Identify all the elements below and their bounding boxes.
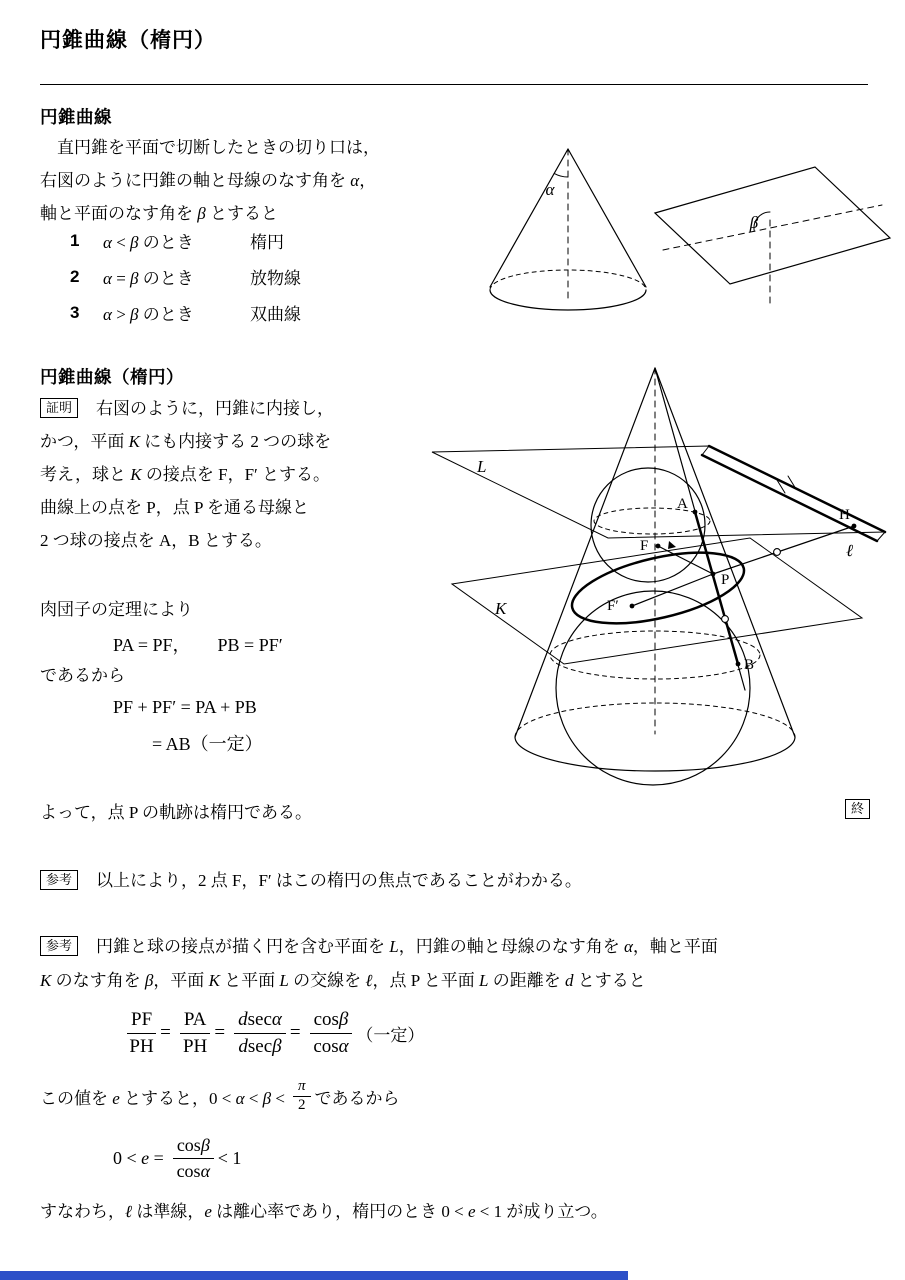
reference2-line2: K のなす角を β，平面 K と平面 L の交線を ℓ，点 P と平面 L の距離を d とすると bbox=[40, 971, 646, 990]
mark-near-F bbox=[668, 541, 676, 549]
cone-left-edge bbox=[515, 368, 655, 737]
eccentricity-bound-equation bbox=[113, 1130, 245, 1186]
equation-ab-const: = AB（一定） bbox=[152, 734, 263, 754]
section1-line2: 右図のように円錐の軸と母線のなす角を α， bbox=[40, 171, 377, 190]
case-result: 楕円 bbox=[250, 233, 284, 252]
equals-sign: = bbox=[160, 1022, 171, 1043]
plane-L-slab-bottom bbox=[702, 455, 877, 541]
label-H: H bbox=[839, 507, 850, 523]
section1-line3: 軸と平面のなす角を β とすると bbox=[40, 204, 278, 223]
segment-PF-prime bbox=[632, 574, 713, 606]
plane-outline bbox=[655, 167, 890, 284]
formula-focal-ratio bbox=[122, 1002, 428, 1064]
cone-base-front bbox=[515, 737, 795, 771]
proof-line4: 曲線上の点を P，点 P を通る母線と bbox=[40, 498, 310, 517]
theorem-line: 肉団子の定理により bbox=[40, 600, 193, 619]
equals-sign: = bbox=[289, 1022, 301, 1043]
upper-tangent-circle bbox=[594, 508, 710, 534]
label-A: A bbox=[677, 496, 688, 512]
section-ellipse bbox=[566, 539, 751, 637]
eq3-pre: 0 < e = bbox=[113, 1147, 164, 1168]
eq3-post: < 1 bbox=[217, 1147, 242, 1168]
mark-on-PH bbox=[774, 549, 781, 556]
label-L: L bbox=[477, 457, 487, 476]
point-P bbox=[711, 572, 716, 577]
case-condition: α > β のとき bbox=[103, 305, 194, 324]
eccentricity-definition-line bbox=[40, 1072, 404, 1120]
equation-sum: PF + PF′ = PA + PB bbox=[113, 697, 257, 717]
fraction-cos: $\frac{\cos\beta}{\cos\alpha}$ bbox=[310, 1009, 353, 1058]
reference1-tag: 参考 bbox=[40, 870, 78, 890]
case-item-parabola bbox=[70, 267, 490, 293]
label-B: B bbox=[744, 657, 755, 673]
label-F-prime: F′ bbox=[607, 598, 619, 614]
label-ell: ℓ bbox=[846, 541, 854, 560]
plane-mid-line bbox=[663, 205, 882, 250]
alpha-label: α bbox=[545, 180, 555, 199]
case-condition: α < β のとき bbox=[103, 233, 194, 252]
case-condition: α = β のとき bbox=[103, 269, 194, 288]
label-F: F bbox=[640, 538, 649, 554]
mark-on-PB bbox=[722, 616, 729, 623]
proof-line3: 考え，球と K の接点を F，F′ とする。 bbox=[40, 465, 331, 484]
alpha-angle-arc bbox=[554, 173, 568, 177]
equation-pa-pf: PA = PF， PB = PF′ bbox=[113, 635, 283, 655]
proof-line2: かつ，平面 K にも内接する 2 つの球を bbox=[40, 432, 332, 451]
proof-line5: 2 つ球の接点を A，B とする。 bbox=[40, 531, 272, 550]
fraction-pi-over-2: $\frac{\pi}{2}$ bbox=[293, 1079, 311, 1114]
reference2-tag: 参考 bbox=[40, 936, 78, 956]
fraction-PF-PH: $\frac{PF}{PH}$ bbox=[127, 1009, 156, 1058]
point-B bbox=[736, 662, 741, 667]
segment-PH bbox=[713, 526, 854, 574]
cutting-plane-diagram bbox=[635, 158, 895, 308]
proof-tag: 証明 bbox=[40, 398, 78, 418]
label-P: P bbox=[721, 572, 730, 588]
section1-heading: 円錐曲線 bbox=[40, 107, 112, 127]
point-A bbox=[693, 510, 698, 515]
label-K: K bbox=[495, 599, 507, 618]
case-item-hyperbola bbox=[70, 303, 490, 329]
slab-cap-right bbox=[877, 532, 885, 541]
plane-L-slab-top bbox=[709, 446, 885, 532]
cone-left-edge bbox=[490, 149, 568, 287]
point-F-prime bbox=[630, 604, 635, 609]
plane-L-outline bbox=[432, 446, 885, 538]
e-line-pre: この値を e とすると，0 < α < β < bbox=[40, 1088, 285, 1108]
case-number: 2 bbox=[70, 267, 80, 286]
section1-line1: 直円錐を平面で切断したときの切り口は， bbox=[40, 138, 380, 157]
slab-cap-left bbox=[702, 446, 709, 455]
fraction-dsec: $\frac{dsec\alpha}{dsec\beta}$ bbox=[234, 1009, 286, 1058]
dandelin-spheres-diagram bbox=[425, 356, 895, 808]
fraction-cos-ratio: $\frac{\cos\beta}{\cos\alpha}$ bbox=[173, 1135, 214, 1181]
case-number: 1 bbox=[70, 231, 80, 250]
fraction-PA-PH: $\frac{PA}{PH}$ bbox=[180, 1009, 211, 1058]
case-result: 放物線 bbox=[250, 269, 301, 288]
final-summary-line: すなわち，ℓ は準線，e は離心率であり，楕円のとき 0 < e < 1 が成り立つ。 bbox=[40, 1202, 608, 1221]
reference1-text: 以上により，2 点 F，F′ はこの楕円の焦点であることがわかる。 bbox=[96, 871, 582, 890]
reference2-line1: 円錐と球の接点が描く円を含む平面を L，円錐の軸と母線のなす角を α，軸と平面 bbox=[96, 937, 718, 956]
qed-tag: 終 bbox=[845, 799, 870, 819]
case-result: 双曲線 bbox=[250, 305, 301, 324]
case-item-ellipse bbox=[70, 231, 490, 257]
footer-accent-bar bbox=[0, 1271, 628, 1280]
conclusion-line: よって，点 P の軌跡は楕円である。 bbox=[40, 803, 312, 822]
proof-line1: 右図のように，円錐に内接し， bbox=[96, 399, 334, 418]
constant-note: （一定） bbox=[356, 1025, 425, 1045]
connector-line: であるから bbox=[40, 666, 125, 685]
point-H bbox=[852, 524, 857, 529]
point-F bbox=[656, 544, 661, 549]
case-number: 3 bbox=[70, 303, 80, 322]
title-divider bbox=[40, 84, 868, 85]
page-title: 円錐曲線（楕円） bbox=[40, 29, 216, 52]
section2-heading: 円錐曲線（楕円） bbox=[40, 367, 184, 387]
beta-label: β bbox=[749, 213, 759, 232]
e-line-post: であるから bbox=[314, 1088, 400, 1108]
equals-sign: = bbox=[214, 1022, 226, 1043]
